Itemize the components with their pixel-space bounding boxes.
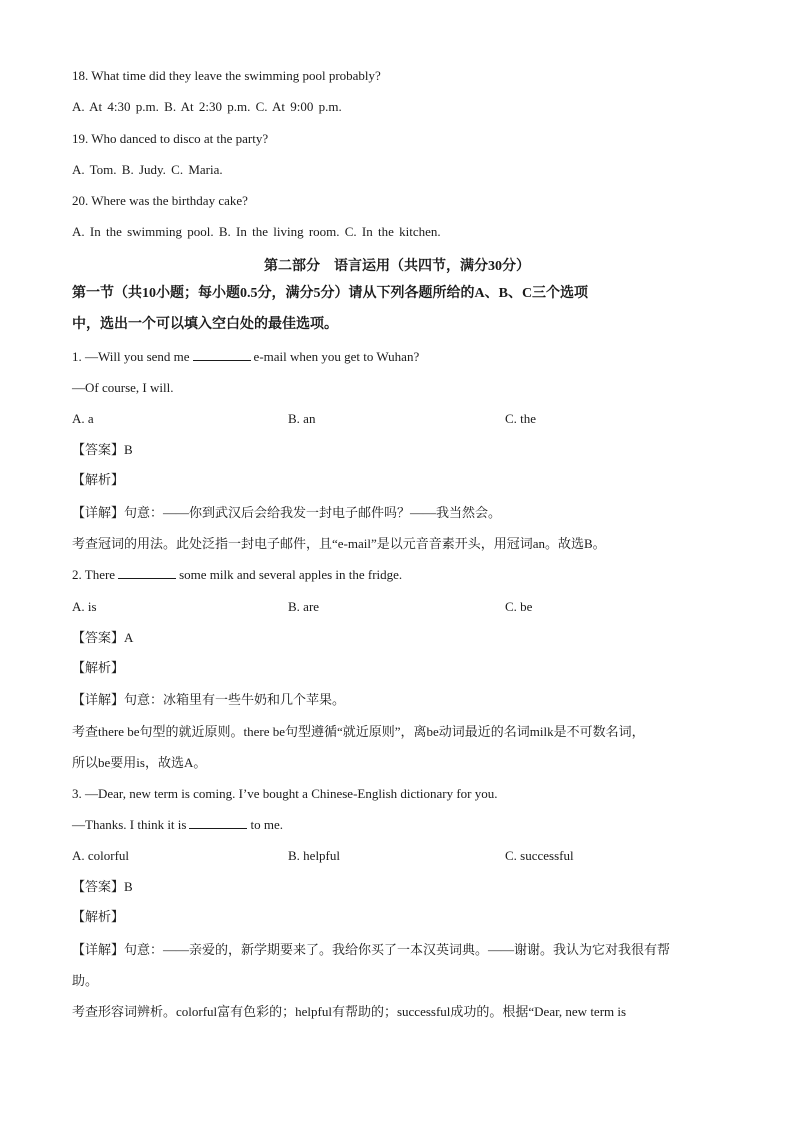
q2-answer xyxy=(72,630,133,647)
question-20-options: A. In the swimming pool. B. In the living room. C. In the kitchen. xyxy=(72,224,441,239)
q3-answer xyxy=(72,879,133,896)
q1-detail-text: 句意：——你到武汉后会给我发一封电子邮件吗？——我当然会。 xyxy=(124,505,502,520)
q2-detail xyxy=(72,692,345,709)
q3-detail-text: 句意：——亲爱的，新学期要来了。我给你买了一本汉英词典。——谢谢。我认为它对我很有帮 xyxy=(124,942,671,957)
answer-label: 【答案】 xyxy=(72,880,125,895)
q2-stem-start: 2. There xyxy=(72,567,116,582)
q1-analysis-label: 【解析】 xyxy=(72,473,125,488)
q1-option-a: A. a xyxy=(72,411,94,426)
q2-answer-value: A xyxy=(124,630,134,645)
answer-blank xyxy=(193,349,251,361)
q3-answer-value: B xyxy=(124,879,133,894)
instruction-line-1: 第一节（共10小题；每小题0.5分，满分5分）请从下列各题所给的A、B、C三个选项 xyxy=(72,286,589,301)
q2-option-a: A. is xyxy=(72,599,97,614)
q1-stem-end: e-mail when you get to Wuhan? xyxy=(253,349,420,364)
section-title: 第二部分 语言运用（共四节，满分30分） xyxy=(264,259,530,274)
question-19-options: A. Tom. B. Judy. C. Maria. xyxy=(72,162,223,177)
question-20: 20. Where was the birthday cake? xyxy=(72,193,248,208)
q3-reply xyxy=(72,817,283,833)
question-18: 18. What time did they leave the swimming pool probably? xyxy=(72,68,381,83)
detail-label: 【详解】 xyxy=(72,693,125,708)
q2-analysis-label: 【解析】 xyxy=(72,661,125,676)
q3-reply-end: to me. xyxy=(250,817,283,832)
answer-blank xyxy=(118,567,176,579)
q2-option-c: C. be xyxy=(505,599,533,614)
q1-stem xyxy=(72,349,419,365)
q2-detail-text: 句意：冰箱里有一些牛奶和几个苹果。 xyxy=(124,692,346,707)
answer-label: 【答案】 xyxy=(72,443,125,458)
detail-label: 【详解】 xyxy=(72,506,125,521)
q1-answer-value: B xyxy=(124,442,133,457)
q1-explain: 考查冠词的用法。此处泛指一封电子邮件，且“e-mail”是以元音音素开头，用冠词an。故选B。 xyxy=(72,536,606,551)
detail-label: 【详解】 xyxy=(72,943,125,958)
q3-detail-line-2: 助。 xyxy=(72,973,99,988)
q3-option-b: B. helpful xyxy=(288,848,340,863)
q2-explain-line-2: 所以be要用is，故选A。 xyxy=(72,755,207,770)
q2-explain-line-1: 考查there be句型的就近原则。there be句型遵循“就近原则”，离be动词最近的名词milk是不可数名词， xyxy=(72,724,645,739)
q2-stem-end: some milk and several apples in the fridge. xyxy=(179,567,403,582)
answer-label: 【答案】 xyxy=(72,631,125,646)
q3-option-c: C. successful xyxy=(505,848,574,863)
question-18-options: A. At 4:30 p.m. B. At 2:30 p.m. C. At 9:00 p.m. xyxy=(72,99,342,114)
q3-stem: 3. —Dear, new term is coming. I’ve bought a Chinese-English dictionary for you. xyxy=(72,786,498,801)
q3-reply-start: —Thanks. I think it is xyxy=(72,817,187,832)
q1-stem-start: 1. —Will you send me xyxy=(72,349,190,364)
q1-detail xyxy=(72,505,501,522)
answer-blank xyxy=(189,817,247,829)
q3-detail xyxy=(72,942,670,959)
q1-reply: —Of course, I will. xyxy=(72,380,174,395)
q2-option-b: B. are xyxy=(288,599,320,614)
q2-stem xyxy=(72,567,402,583)
question-19: 19. Who danced to disco at the party? xyxy=(72,131,269,146)
q3-analysis-label: 【解析】 xyxy=(72,910,125,925)
q3-option-a: A. colorful xyxy=(72,848,130,863)
q1-option-c: C. the xyxy=(505,411,537,426)
q1-answer xyxy=(72,442,133,459)
instruction-line-2: 中，选出一个可以填入空白处的最佳选项。 xyxy=(72,317,338,332)
q1-option-b: B. an xyxy=(288,411,316,426)
q3-explain: 考查形容词辨析。colorful富有色彩的；helpful有帮助的；successful成功的。根据“Dear, new term is xyxy=(72,1004,627,1019)
